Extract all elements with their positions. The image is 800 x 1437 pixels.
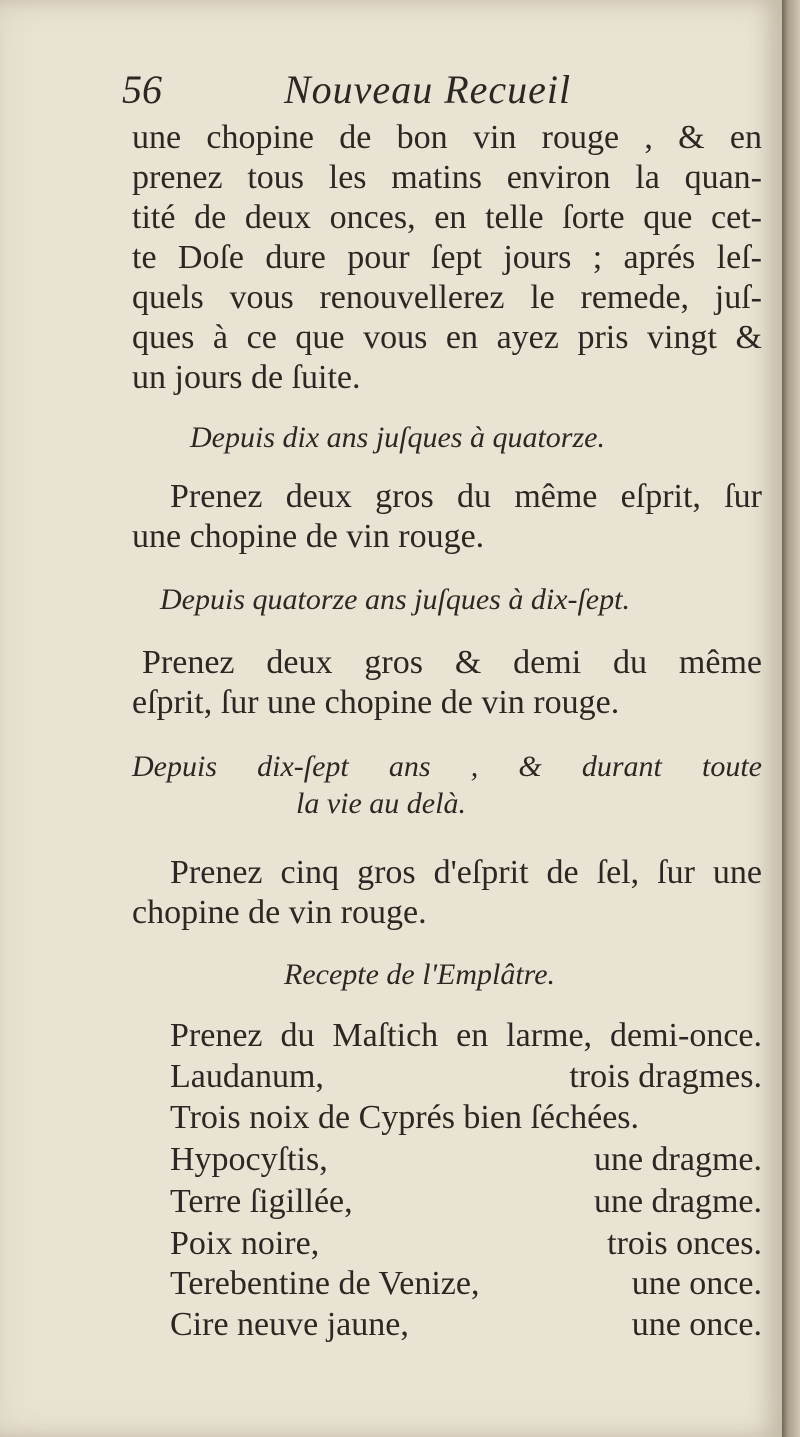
quantity: une once. (631, 1306, 762, 1343)
ingredient: Cire neuve jaune, (170, 1306, 409, 1343)
text-line: une chopine de vin rouge. (132, 518, 485, 555)
section-heading: Depuis dix-ſept ans , & durant toute (132, 750, 762, 783)
page-header (122, 66, 762, 116)
text-line: te Doſe dure pour ſept jours ; aprés leſ- (132, 239, 762, 276)
text-line: ques à ce que vous en ayez pris vingt & (132, 319, 762, 356)
section-heading: Depuis dix ans juſques à quatorze. (190, 421, 605, 454)
section-heading: Recepte de l'Emplâtre. (284, 958, 556, 991)
quantity: une dragme. (593, 1183, 762, 1220)
ingredient: Poix noire, (170, 1225, 320, 1262)
text-line: Prenez deux gros & demi du même (142, 644, 762, 681)
ingredient: Terebentine de Venize, (170, 1265, 480, 1302)
quantity: trois dragmes. (569, 1058, 762, 1095)
running-title: Nouveau Recueil (284, 67, 572, 112)
quantity: une dragme. (593, 1141, 762, 1178)
ingredient: Laudanum, (170, 1058, 324, 1095)
recipe-row (170, 1264, 762, 1304)
text-line: quels vous renouvellerez le remede, juſ- (132, 279, 762, 316)
quantity: trois onces. (607, 1225, 762, 1262)
section-heading: la vie au delà. (296, 787, 466, 820)
page-edge (782, 0, 800, 1437)
recipe-row (170, 1224, 762, 1264)
section-heading: Depuis quatorze ans juſques à dix-ſept. (160, 583, 630, 616)
ingredient: Terre ſigillée, (170, 1183, 353, 1220)
text-line: Prenez deux gros du même eſprit, ſur (170, 478, 762, 515)
recipe-row (170, 1057, 762, 1097)
recipe-line: Trois noix de Cyprés bien ſéchées. (170, 1099, 640, 1136)
text-line: tité de deux onces, en telle ſorte que cet- (132, 199, 762, 236)
quantity: une once. (631, 1265, 762, 1302)
text-line: chopine de vin rouge. (132, 894, 427, 931)
recipe-row (170, 1305, 762, 1345)
recipe-row (170, 1182, 762, 1222)
ingredient: Hypocyſtis, (170, 1141, 328, 1178)
text-line: prenez tous les matins environ la quan- (132, 159, 762, 196)
text-line: Prenez cinq gros d'eſprit de ſel, ſur une (170, 854, 762, 891)
text-line: une chopine de bon vin rouge , & en (132, 119, 762, 156)
text-line: un jours de ſuite. (132, 359, 361, 396)
text-line: eſprit, ſur une chopine de vin rouge. (132, 684, 620, 721)
recipe-line: Prenez du Maſtich en larme, demi-once. (170, 1017, 762, 1054)
page-number: 56 (122, 67, 162, 112)
recipe-row (170, 1140, 762, 1180)
